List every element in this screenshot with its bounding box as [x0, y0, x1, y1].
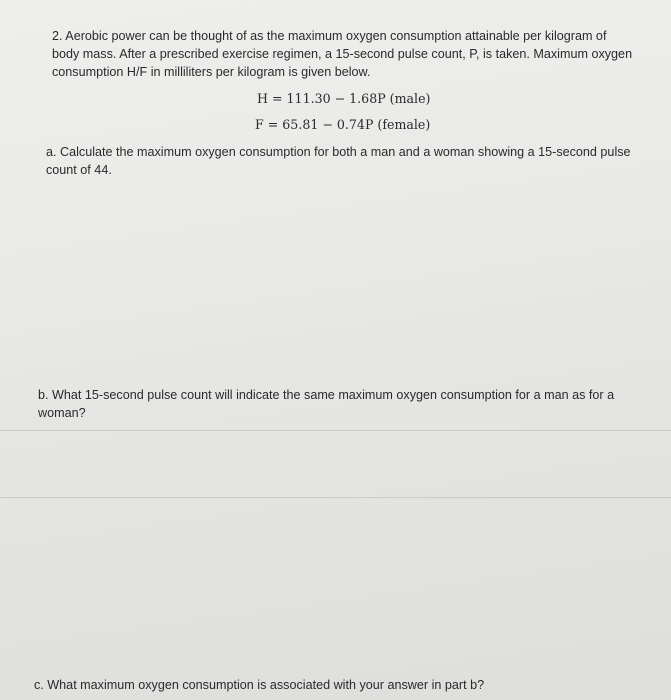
part-a-question: [46, 143, 646, 179]
part-b-question: [38, 386, 653, 422]
part-b-line: b. What 15-second pulse count will indicate the same maximum oxygen consumption for a man as for a: [38, 388, 615, 402]
part-b-line: woman?: [38, 406, 86, 420]
question-2-line: 2. Aerobic power can be thought of as the maximum oxygen consumption attainable per kilogram of: [52, 29, 607, 43]
male-equation: H = 111.30 − 1.68P (male): [257, 91, 431, 106]
paper-fold: [0, 430, 671, 431]
part-c-line: c. What maximum oxygen consumption is associated with your answer in part b?: [34, 678, 485, 692]
part-a-line: a. Calculate the maximum oxygen consumption for both a man and a woman showing a 15-second pulse: [46, 145, 631, 159]
part-a-line: count of 44.: [46, 163, 112, 177]
question-2-line: consumption H/F in milliliters per kilogram is given below.: [52, 65, 371, 79]
part-c-question: [34, 676, 654, 694]
paper-fold: [0, 497, 671, 498]
question-2-line: body mass. After a prescribed exercise regimen, a 15-second pulse count, P, is taken. Maximum oxygen: [52, 47, 633, 61]
female-equation: F = 65.81 − 0.74P (female): [255, 117, 431, 132]
question-2-text: [52, 27, 652, 81]
